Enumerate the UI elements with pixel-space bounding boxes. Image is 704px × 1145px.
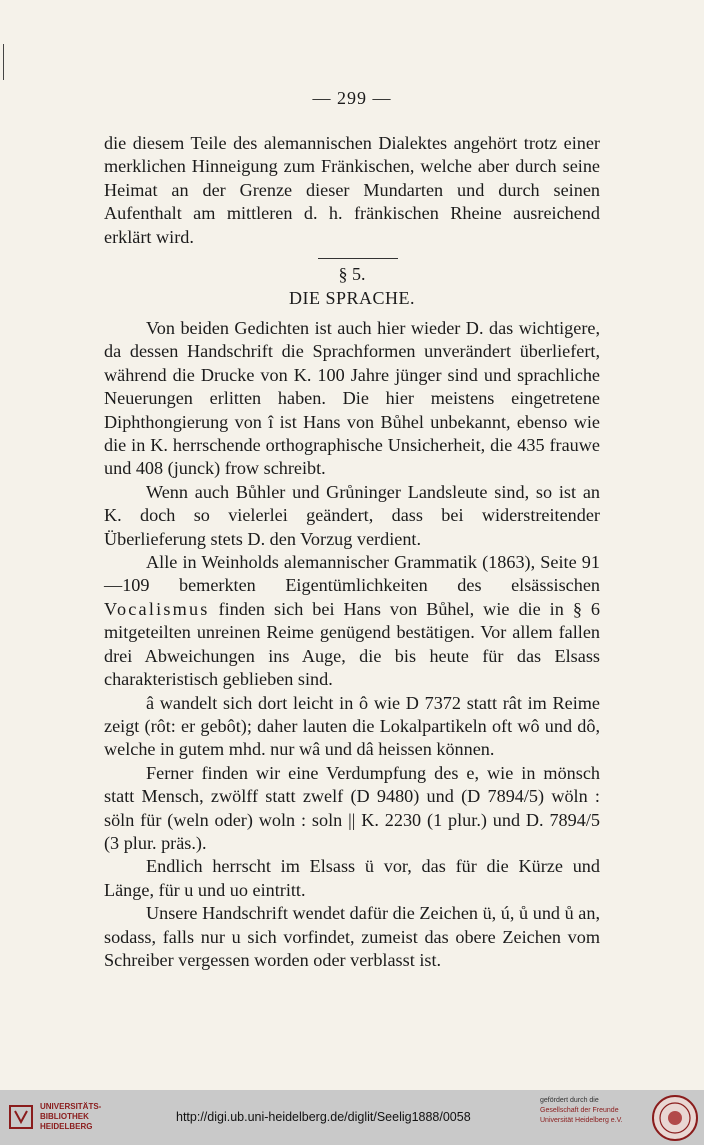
sponsor-org: Universität Heidelberg e.V.	[540, 1117, 623, 1124]
library-line: UNIVERSITÄTS-	[40, 1102, 102, 1111]
spaced-term: Vocalismus	[104, 598, 210, 619]
sponsor-org: Gesellschaft der Freunde	[540, 1107, 619, 1114]
permalink-url[interactable]: http://digi.ub.uni-heidelberg.de/diglit/Seelig1888/0058	[176, 1110, 471, 1124]
library-line: HEIDELBERG	[40, 1122, 93, 1131]
section-number: § 5.	[338, 264, 366, 284]
paragraph: Ferner finden wir eine Verdumpfung des e, wie in mönsch statt Mensch, zwölff statt zwelf (D 9480) und (D 7894/5) wöln : söln für (weln oder) woln : soln || K. 2230 (1 plur.) und D. 7894/5 (3 plur. präs.).	[104, 762, 600, 853]
paragraph: â wandelt sich dort leicht in ô wie D 7372 statt rât im Reime zeigt (rôt: er gebôt); daher lauten die Lokalpartikeln oft wô und dô, welche in gutem mhd. nur wâ und dâ heissen können.	[104, 692, 600, 760]
paragraph: Wenn auch Bůhler und Grůninger Landsleute sind, so ist an K. doch so vielerlei geändert, dass bei widerstreitender Überlieferung stets D. den Vorzug verdient.	[104, 481, 600, 549]
intro-paragraph	[104, 132, 600, 249]
library-line: BIBLIOTHEK	[40, 1112, 89, 1121]
page-number-header: — 299 —	[312, 88, 392, 108]
university-seal-icon	[650, 1093, 700, 1143]
footer-bar	[0, 1090, 704, 1145]
paragraph: Von beiden Gedichten ist auch hier wieder D. das wichtigere, da dessen Handschrift die Sprachformen unverändert überliefert, während die Drucke von K. 100 Jahre jünger sind und sprachliche Neuerungen erlitten haben. Die hier meistens eingetretene Diphthongierung von î ist Hans von Bůhel unbekannt, ebenso wie die in K. herrschende orthographische Unsicherheit, die 435 frauwe und 408 (junck) frow schreibt.	[104, 318, 600, 479]
paragraph-text: Alle in Weinholds alemannischer Grammatik (1863), Seite 91—109 bemerkten Eigentümlichkeiten des elsässischen	[104, 552, 600, 596]
paragraph: Endlich herrscht im Elsass ü vor, das für die Kürze und Länge, für u und uo eintritt.	[104, 856, 600, 900]
paragraph-text: finden sich bei Hans von Bůhel, wie die in § 6 mitgeteilten unreinen Reime genügend bestätigen. Vor allem fallen drei Abweichungen ins Auge, die bis heute für das Elsass charakteristisch geblieben sind.	[104, 598, 601, 690]
library-name	[40, 1102, 101, 1132]
section-title: DIE SPRACHE.	[288, 288, 415, 308]
intro-text: die diesem Teile des alemannischen Dialektes angehört trotz einer merklichen Hinneigung zum Fränkischen, welche aber durch seine Heimat an der Grenze dieser Mundarten und durch seinen Aufenthalt am mittleren d. h. fränkischen Rheine ausreichend erklärt wird.	[104, 133, 600, 247]
paragraph-vocalismus	[104, 551, 600, 691]
sponsor-credit	[540, 1096, 623, 1126]
paragraph: Unsere Handschrift wendet dafür die Zeichen ü, ú, ů und ů an, sodass, falls nur u sich vorfindet, zumeist das obere Zeichen vom Schreiber vergessen worden oder verblasst ist.	[104, 903, 600, 970]
sponsor-label: gefördert durch die	[540, 1097, 599, 1104]
section-divider	[318, 258, 398, 259]
page-edge-mark	[3, 44, 4, 80]
section-body	[104, 317, 600, 972]
university-library-logo-icon	[8, 1102, 34, 1132]
